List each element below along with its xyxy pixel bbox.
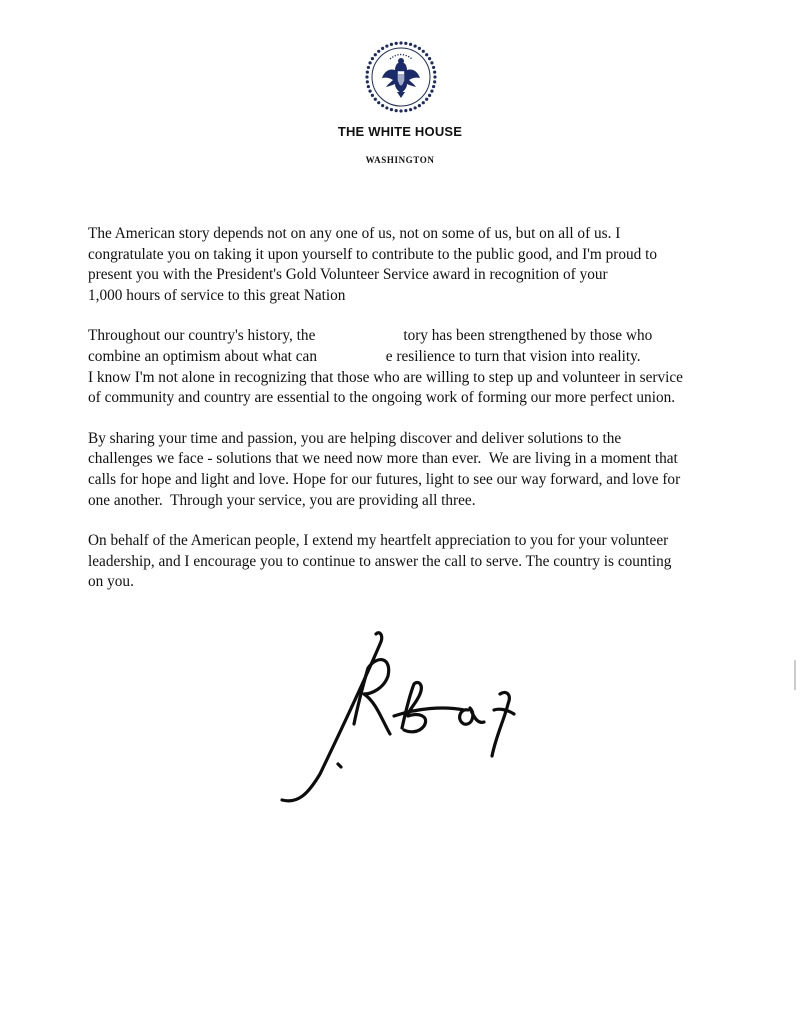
seal-ring-dot [385,44,388,47]
seal-ring-dot [425,53,428,56]
letter-body [88,224,712,613]
seal-ring-dot [418,47,421,50]
paragraph-line: one another. Through your service, you are providing all three. [88,491,476,509]
seal-ring-dot [367,85,370,88]
seal-ring-dot [433,80,436,83]
seal-ring-dot [432,85,435,88]
seal-ring-dot [399,109,402,112]
seal-ring-dot [385,106,388,109]
seal-ring-dot [374,98,377,101]
handwritten-signature-icon [268,624,538,814]
seal-ring-dot [433,71,436,74]
paragraph-line: I know I'm not alone in recognizing that those who are willing to step up and volunteer in service [88,368,683,386]
presidential-seal-icon [364,40,438,114]
letterhead-title: THE WHITE HOUSE [337,124,463,139]
seal-ring-dot [428,57,431,60]
seal-ring-dot [404,42,407,45]
paragraph-line: of community and country are essential to the ongoing work of forming our more perfect union. [88,389,676,407]
paragraph-line: congratulate you on taking it upon yourself to contribute to the public good, and I'm proud to [88,245,658,263]
seal-ring-dot [418,104,421,107]
paragraph-1 [88,224,712,306]
seal-ring-dot [374,53,377,56]
seal-ring-dot [422,101,425,104]
seal-ring-dot [430,61,433,64]
seal-ring-dot [409,43,412,46]
seal-ring-dot [371,57,374,60]
seal-ring-dot [414,106,417,109]
seal-ring-dot [390,108,393,111]
paragraph-line: present you with the President's Gold Volunteer Service award in recognition of your [88,266,608,284]
paragraph-3 [88,429,712,511]
paragraph-line: challenges we face - solutions that we need now more than ever. We are living in a moment that [88,450,678,468]
seal-ring-dot [371,94,374,97]
paragraph-2 [88,326,712,408]
seal-ring-dot [368,90,371,93]
seal-ring-dot [390,43,393,46]
letterhead-subtitle: WASHINGTON [365,155,435,165]
paragraph-line: 1,000 hours of service to this great Nation [88,286,346,304]
seal-ring-dot [433,75,436,78]
seal-ring-dot [365,75,368,78]
seal-ring-dot [377,101,380,104]
seal-ring-dot [381,104,384,107]
paragraph-line: On behalf of the American people, I extend my heartfelt appreciation to you for your volunteer [88,532,669,550]
seal-ring-dot [367,66,370,69]
seal-ring-dot [414,44,417,47]
seal-ring-dot [404,109,407,112]
paragraph-line: By sharing your time and passion, you are helping discover and deliver solutions to the [88,429,622,447]
paragraph-line: calls for hope and light and love. Hope for our futures, light to see our way forward, and love for [88,470,681,488]
seal-ring-dot [381,47,384,50]
paragraph-4 [88,531,712,593]
paragraph-line: combine an optimism about what can e resilience to turn that vision into reality. [88,347,641,365]
paragraph-line: leadership, and I encourage you to continue to answer the call to serve. The country is counting [88,552,672,570]
seal-ring-dot [377,50,380,53]
seal-ring-dot [409,108,412,111]
seal-ring-dot [395,42,398,45]
paragraph-line: on you. [88,573,134,591]
seal-ring-dot [366,71,369,74]
seal-ring-dot [428,94,431,97]
seal-ring-dot [366,80,369,83]
scan-edge-mark [794,660,796,690]
seal-ring-dot [368,61,371,64]
paragraph-line: Throughout our country's history, the tory has been strengthened by those who [88,327,653,345]
seal-ring-dot [399,41,402,44]
seal-ring-dot [422,50,425,53]
paragraph-line: The American story depends not on any one of us, not on some of us, but on all of us. I [88,225,621,242]
seal-ring-dot [430,90,433,93]
seal-ring-dot [395,109,398,112]
seal-ring-dot [425,98,428,101]
seal-ring-dot [432,66,435,69]
